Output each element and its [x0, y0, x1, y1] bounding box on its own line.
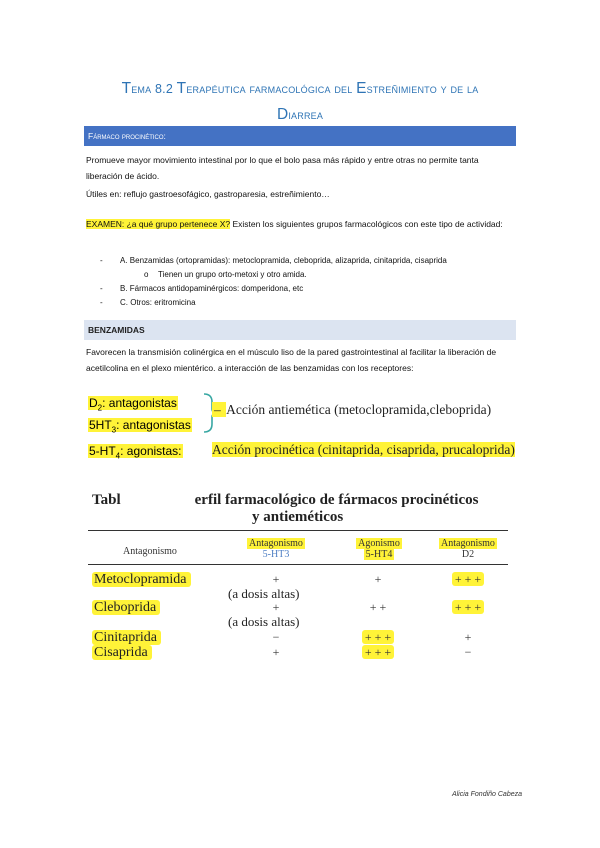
table-top-rule [88, 530, 508, 531]
receptor-d2: $D_2$: antagonistas [89, 396, 177, 413]
receptor-5ht3: $5HT_3$: antagonistas [89, 418, 191, 435]
table-cell: + [272, 645, 280, 659]
list-subitem: o Tienen un grupo orto-metoxi y otro amida. [144, 270, 307, 279]
table-header-col0: Antagonismo [123, 546, 177, 557]
table-header-col1: Antagonismo 5-HT3 [249, 538, 303, 560]
table-row-note: (a dosis altas) [228, 614, 300, 629]
table-header-col3: Antagonismo D2 [441, 538, 495, 560]
section-band-benzamidas: BENZAMIDAS [84, 320, 516, 340]
table-cell: + [374, 572, 382, 586]
table-row-note: (a dosis altas) [228, 586, 300, 601]
table-cell: + + + [348, 645, 408, 660]
page-title: Tema 8.2 Terapéutica farmacológica del Estreñimiento y de la Diarrea [121, 80, 479, 123]
action-antiemetica: – Acción antiemética (metoclopramida,cleboprida) [214, 402, 492, 417]
table-cell: + + + [348, 630, 408, 645]
table-row-drug: Cinitaprida [92, 630, 161, 645]
table-cell: + + [369, 600, 387, 614]
paragraph-exam: EXAMEN: ¿a qué grupo pertenece X? Existen los siguientes grupos farmacológicos con este tipo de actividad: [86, 219, 503, 229]
table-row-drug: Cisaprida [92, 645, 152, 660]
list-item: - B. Fármacos antidopaminérgicos: domperidona, etc [100, 284, 304, 293]
paragraph-benzamidas: Favorecen la transmisión colinérgica en el músculo liso de la pared gastrointestinal al facilitar la liberación de acetilcolina en el plexo mientérico. a interacción de las benzamidas con los receptores: [86, 347, 497, 373]
table-title: Tabl erfil farmacológico de fármacos procinéticos y antieméticos [92, 492, 479, 525]
table-cell: + [464, 630, 472, 644]
receptor-5ht4: $5-HT_4$: agonistas: [89, 444, 182, 461]
table-row-drug: Metoclopramida [92, 572, 191, 587]
table-row-drug: Cleboprida [92, 600, 160, 615]
exam-highlight: EXAMEN: ¿a qué grupo pertenece X? [86, 219, 231, 229]
table-cell: − [464, 645, 472, 659]
author-footer: Alicia Fondiño Cabeza [451, 791, 522, 798]
list-item: - A. Benzamidas (ortopramidas): metoclopramida, cleboprida, alizaprida, cinitaprida, cisaprida [100, 256, 447, 265]
table-header-col2: Agonismo 5-HT4 [358, 538, 400, 560]
group-list [100, 254, 520, 310]
table-cell: − [272, 630, 280, 644]
action-procinetica: Acción procinética (cinitaprida, cisaprida, prucaloprida) [212, 442, 515, 457]
paragraph-utiles: Útiles en: reflujo gastroesofágico, gastroparesia, estreñimiento… [86, 189, 330, 199]
table-cell: + [272, 572, 280, 586]
section-band-procinetico: Fármaco procinético: [84, 126, 516, 146]
table-cell: + + + [438, 600, 498, 615]
table-cell: + + + [438, 572, 498, 587]
table-cell: + [272, 600, 280, 614]
list-item: - C. Otros: eritromicina [100, 298, 196, 307]
paragraph-procinetico: Promueve mayor movimiento intestinal por lo que el bolo pasa más rápido y entre otras no permite tanta liberación de ácido. [86, 155, 479, 181]
table-header-rule [88, 564, 508, 565]
